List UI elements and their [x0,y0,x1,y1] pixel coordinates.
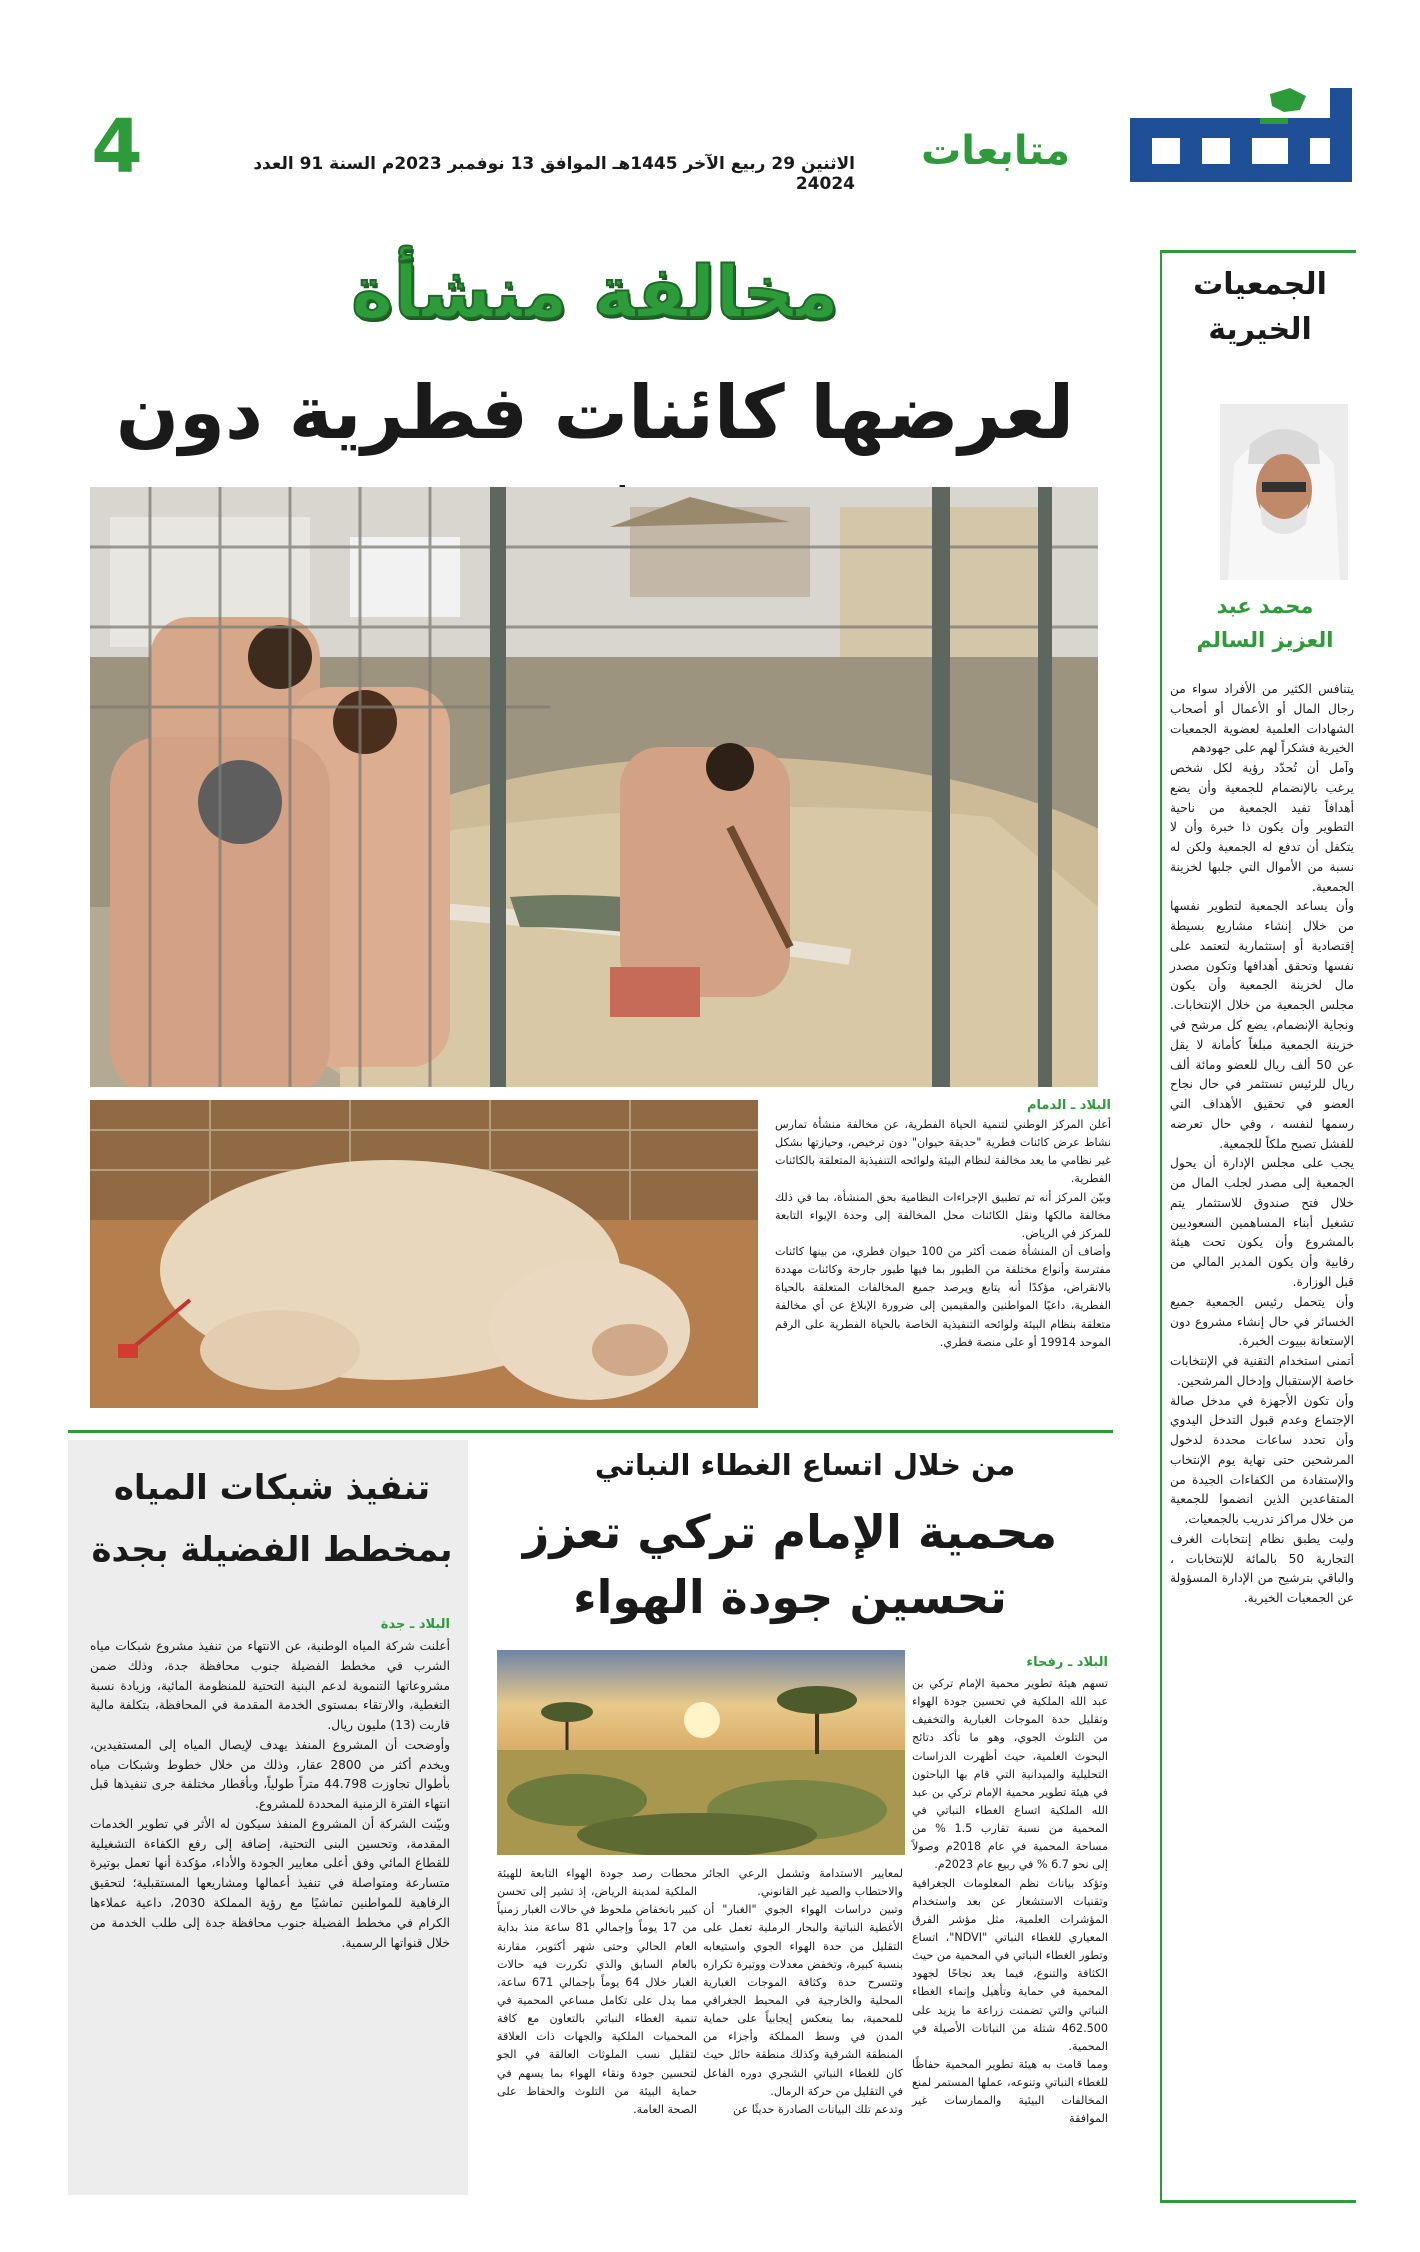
reserve-story-dateline: البلاد ـ رفحاء [1026,1655,1108,1670]
lead-paragraph: وبيّن المركز أنه تم تطبيق الإجراءات النظامية بحق المنشأة، بما في ذلك مخالفة مالكها ونقل الكائنات محل المخالفة إلى وحدة الإيواء التابعة للمركز في الرياض. [775,1190,1111,1240]
lead-paragraph: أعلن المركز الوطني لتنمية الحياة الفطرية، عن مخالفة منشأة تمارس نشاط عرض كائنات فطرية "حديقة حيوان" دون ترخيص، وحيازتها بشكل غير نظامي ما يعد مخالفة لنظام البيئة ولوائحه التنفيذية المتعلقة بالكائنات الفطرية. [775,1118,1111,1186]
column-paragraph: وأن يساعد الجمعية لتطوير نفسها من خلال إنشاء مشاريع بسيطة إقتصادية أو إستثمارية لتعتمد على نفسها وتحقق أهدافها وتكون مصدر مال لخزينة الجمعية وأن يكون مجلس الجمعية من خلال الإنتخابات. ونجاية الإنضمام، يضع كل مرشح في خزينة الجمعية مبلغاً كأمانة لا يقل عن 50 ألف ريال للعضو ومائة ألف ريال للرئيس تستثمر في حال نجاح العضو في تحقيق الأهداف التي رسمها لنفسه ، وفي حال تعرضه للفشل تصبح ملكاً للجمعية. [1170,899,1354,1151]
section-separator [68,1430,1113,1433]
column-title-line: الجمعيات [1193,267,1327,302]
section-label: متابعات [921,128,1070,174]
lead-paragraph: وأضاف أن المنشأة ضمت أكثر من 100 حيوان فطري، من بينها كائنات مفترسة وأنواع مختلفة من الطيور بما فيها طيور جارحة وكائنات مهددة بالانقراض، مؤكدًا أنه يتابع ويرصد جميع المخالفات المتعلقة بالحياة الفطرية، داعيًا المواطنين والمقيمين إلى ضرورة الإبلاغ عن أي مخالفة متعلقة بنظام البيئة ولوائحه التنفيذية الخاصة بالحياة الفطرية على الرقم الموحد 19914 أو على منصة فطري. [775,1245,1111,1349]
desert-landscape-image [497,1650,905,1855]
author-portrait [1220,404,1348,580]
column-paragraph: أتمنى استخدام التقنية في الإنتخابات خاصة الإستقبال وإدخال المرشحين. [1170,1354,1354,1388]
author-name [1170,590,1360,657]
column-paragraph: وأن يتحمل رئيس الجمعية جميع الخسائر في حال إنشاء مشروع دون الإستعانة ببيوت الخبرة. [1170,1294,1354,1349]
lead-headline: لعرضها كائنات فطرية دون [115,370,1075,456]
author-name-line: العزيز السالم [1196,627,1334,652]
reserve-story-headline: محمية الإمام تركي تعزز [522,1505,1058,1559]
lioness-image [90,1100,758,1408]
lead-kicker: مخالفة منشأة [351,250,839,334]
logo-graphic [1120,80,1360,200]
water-paragraph: وبيّنت الشركة أن المشروع المنفذ سيكون له الأثر في تطوير الخدمات المقدمة، وتحسين البنى التحتية، إضافة إلى رفع الكفاءة التشغيلية للقطاع المائي وفق أعلى معايير الجودة والأداء، مؤكدة أنها تعمل بوتيرة متسارعة ومتواصلة في تنفيذ أعمالها ومشاريعها المستقبلية؛ لتحقيق الرفاهية للمواطنين تماشيًا مع رؤية المملكة 2030، داعية عملاءها الكرام في مخطط الفضيلة جنوب محافظة جدة إلى طلب الخدمة من خلال قنواتها الرسمية. [90,1816,450,1950]
lead-story-body [775,1095,1111,1352]
reserve-story-headline: تحسين جودة الهواء [573,1570,1007,1624]
column-body [1170,680,1354,1609]
column-paragraph: وآمل أن تُحدّد رؤية لكل شخص يرغب بالإنضمام للجمعية وأن يضع أهدافاً تفيد الجمعية من ناحية التطوير وأن يكون ذا خبرة وأن لا يتكفل أن تدفع له الجمعية ولكن له نسبة من الأموال التي جلبها لخزينة الجمعية. [1170,761,1354,894]
column-title-line: الخيرية [1208,312,1312,347]
column-title [1170,262,1350,352]
lead-story-dateline: البلاد ـ الدمام [1027,1098,1111,1113]
reserve-paragraph: ومما قامت به هيئة تطوير المحمية حفاظًا للغطاء النباتي وتنوعه، عملها المستمر لمنع المخالفات البيئية والممارسات غير الموافقة [912,2058,1108,2126]
column-paragraph: يجب على مجلس الإدارة أن يحول الجمعية إلى مصدر لجلب المال من خلال فتح صندوق للاستثمار يتم تشغيل أبناء المساهمين السعوديين بالمشروع وأن يكون تحت هيئة رقابية وأن يكون المدير المالي من قبل الوزارة. [1170,1156,1354,1289]
water-story-body [90,1614,450,1953]
issue-dateline: الاثنين 29 ربيع الآخر 1445هـ الموافق 13 نوفمبر 2023م السنة 91 العدد 24024 [253,154,855,194]
reserve-paragraph: وتدعم تلك البيانات الصادرة حديثًا عن [732,2102,903,2116]
page-number: 4 [91,104,143,190]
reserve-story-column-3 [497,1865,697,2119]
water-story-dateline: البلاد ـ جدة [380,1617,450,1632]
reserve-paragraph: محطات رصد جودة الهواء التابعة للهيئة الملكية لمدينة الرياض، إذ تشير إلى تحسن كبير بانخفاض ملحوظ في حالات الغبار زمنياً من 17 يوماً وإجمالي 81 ساعة منذ بداية العام الحالي وحتى شهر أكتوبر، مقارنة بالعام السابق والذي تكررت فيه حالات الغبار خلال 64 يوماً بإجمالي 671 ساعة، مما يدل على تكامل مساعي المحمية في تنمية الغطاء النباتي بالتعاون مع كافة المحميات الملكية والجهات ذات العلاقة لتقليل نسب الملوثات العالقة في الجو لتحسين جودة ونقاء الهواء بما يسهم في حماية البيئة من التلوث والحفاظ على الصحة العامة. [497,1867,698,2116]
lead-photo [90,487,1098,1087]
reserve-paragraph: وتؤكد بيانات نظم المعلومات الجغرافية وتقنيات الاستشعار عن بعد واستخدام المؤشرات العلمية، مثل مؤشر الفرق المعياري للغطاء النباتي "NDVI"، اتساع وتطور الغطاء النباتي في المحمية من حيث الكثافة والتنوع، فيما يعد نجاحًا لجهود المحمية في حماية وتأهيل وإنماء الغطاء النباتي والتي تضمنت زراعة ما يزيد على 462.500 شتلة من النباتات الأصيلة في المحمية. [912,1876,1108,2053]
water-story-headline: تنفيذ شبكات المياه [113,1468,431,1508]
author-name-line: محمد عبد [1216,594,1314,618]
reserve-paragraph: لمعايير الاستدامة وتشمل الرعي الجائر والاحتطاب والصيد غير القانوني. [703,1867,903,1899]
water-paragraph: وأوضحت أن المشروع المنفذ يهدف لإيصال المياه إلى المستفيدين، ويخدم أكثر من 2800 عقار، وذلك من خلال خطوط وشبكات مياه بأطوال تجاوزت 44.798 متراً طولياً، وبأقطار مختلفة جرى تنفيذها قبل انتهاء الفترة الزمنية المحددة للمشروع. [90,1737,451,1812]
reserve-story-column-1 [912,1652,1108,2129]
reserve-paragraph: تسهم هيئة تطوير محمية الإمام تركي بن عبد الله الملكية في تحسين جودة الهواء وتقليل حدة الموجات الغبارية والتخفيف من التلوث الجوي، وهو ما تأكد دتائج البحوث العلمية، حيث أظهرت الدراسات التحليلية والميدانية التي قام بها الباحثون في هيئة تطوير محمية الإمام تركي بن عبد الله الملكية اتساع الغطاء النباتي في المحمية من نسبة تقارب 1.5 % من مساحة المحمية في عام 2018م وصولاً إلى نحو 6.7 % في ربيع عام 2023م. [912,1677,1108,1872]
lioness-photo [90,1100,758,1408]
column-paragraph: وليت يطبق نظام إنتخابات الغرف التجارية 50 بالمائة للإنتخابات ، والباقي بترشيح من الإدارة المسؤولة عن الجمعيات الخيرية. [1170,1531,1355,1606]
water-story-headline: بمخطط الفضيلة بجدة [91,1530,453,1570]
sidebar-bottom-rule [1160,2200,1356,2203]
reserve-story-column-2 [703,1865,903,2119]
reserve-photo [497,1650,905,1855]
zoo-enclosure-photo [90,487,1098,1087]
reserve-paragraph: وتبين دراسات الهواء الجوي "الغبار" أن الأغطية النباتية والبحار الرملية تعمل على التقليل من حدة الهواء الجوي واستيعابه بنسبة كبيرة، وتخفض معدلات ووتيرة تكراره وتتسرح حدة وكثافة الموجات الغبارية المحلية والخارجية في المحيط الجغرافي للمحمية، بما ينعكس إيجابياً على حماية المدن في وسط المملكة وأجزاء من المنطقة الشرقية وكذلك منطقة حائل حيث كان للغطاء النباتي الشجري دوره الفاعل في التقليل من حركة الرمال. [703,1903,903,2098]
sidebar-top-rule [1160,250,1356,253]
author-portrait-image [1220,404,1348,580]
column-paragraph: وأن تكون الأجهزة في مدخل صالة الإجتماع وعدم قبول التدخل اليدوي وأن تحدد ساعات محددة لدخول المرشحين حتى نهاية يوم الإنتخاب والإستفادة من الكفاءات الجيدة من المتقاعدين الذين انضموا للجمعية من خلال مراكز تدريب بالجمعيات. [1170,1393,1354,1527]
water-paragraph: أعلنت شركة المياه الوطنية، عن الانتهاء من تنفيذ مشروع شبكات مياه الشرب في مخطط الفضيلة جنوب محافظة جدة، وذلك ضمن مشروعاتها التنموية لدعم البنية التحتية للمنظومة المائية، وزيادة نسبة التغطية، والارتقاء بمستوى الخدمة المقدمة في المحافظة، بتكلفة مالية قاربت (13) مليون ريال. [90,1639,450,1733]
reserve-story-kicker: من خلال اتساع الغطاء النباتي [594,1448,1016,1482]
column-paragraph: يتنافس الكثير من الأفراد سواء من رجال المال أو الأعمال أو أصحاب الشهادات العلمية لعضوية الجمعيات الخيرية فشكراً لهم على جهودهم [1170,682,1354,756]
masthead-logo [1120,80,1360,200]
sidebar-left-rule [1160,250,1162,2203]
